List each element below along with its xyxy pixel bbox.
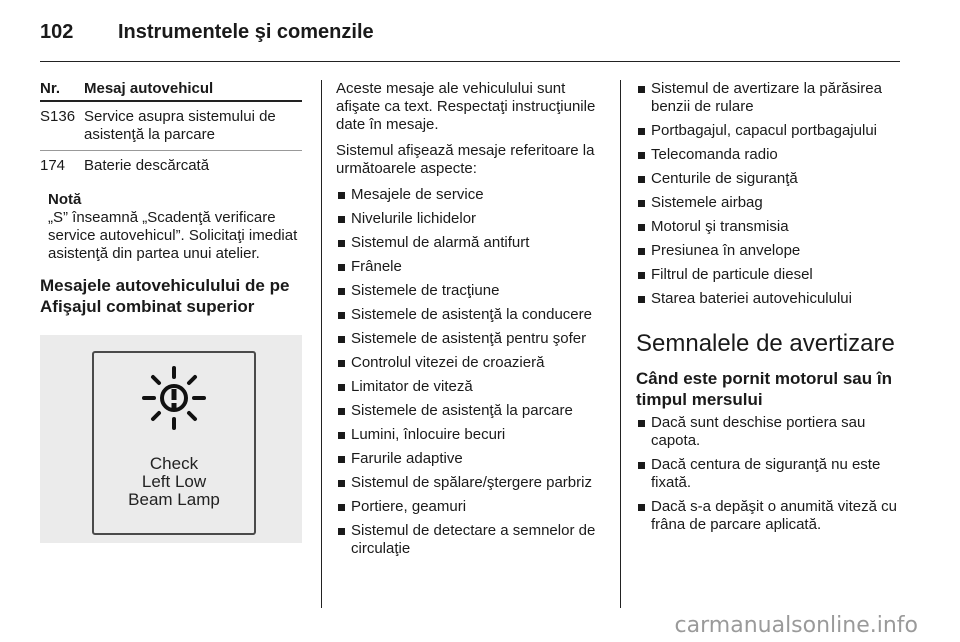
column-divider — [620, 80, 621, 608]
bullet-icon — [338, 312, 345, 319]
table-cell-message: Service asupra sistemului de asistenţă la parcare — [84, 108, 276, 143]
column-left — [40, 80, 302, 543]
list-item: Controlul vitezei de croazieră — [336, 354, 606, 372]
bullet-icon — [338, 360, 345, 367]
bullet-icon — [338, 336, 345, 343]
display-panel — [92, 351, 256, 535]
display-line: Check — [149, 454, 199, 473]
note-title: Notă — [48, 191, 82, 208]
aspects-list-continued — [636, 80, 904, 308]
list-item: Sistemele de asistenţă la parcare — [336, 402, 606, 420]
bullet-icon — [338, 456, 345, 463]
bullet-icon — [338, 288, 345, 295]
page-header — [40, 18, 900, 58]
list-item: Sistemul de spălare/ştergere parbriz — [336, 474, 606, 492]
list-item: Starea bateriei autovehiculului — [636, 290, 904, 308]
list-item: Sistemul de avertizare la părăsirea benzii de rulare — [636, 80, 904, 116]
page-number: 102 — [40, 21, 74, 43]
list-item: Limitator de viteză — [336, 378, 606, 396]
display-illustration — [40, 335, 302, 543]
exterior-lamp-icon — [141, 365, 207, 431]
list-item: Dacă centura de siguranţă nu este fixată. — [636, 456, 904, 492]
bullet-icon — [638, 420, 645, 427]
list-item: Mesajele de service — [336, 186, 606, 204]
bullet-icon — [638, 224, 645, 231]
paragraph: Aceste mesaje ale vehiculului sunt afişate ca text. Respectaţi instrucţiunile date în mesaje. — [336, 80, 596, 133]
list-item: Dacă s-a depăşit o anumită viteză cu frâna de parcare aplicată. — [636, 498, 904, 534]
column-middle — [336, 80, 606, 564]
list-item: Sistemele airbag — [636, 194, 904, 212]
bullet-icon — [338, 504, 345, 511]
bullet-icon — [638, 200, 645, 207]
section-heading: Mesajele autovehiculului de pe Afişajul combinat superior — [40, 276, 290, 316]
bullet-icon — [638, 462, 645, 469]
table-cell-nr: 174 — [40, 157, 66, 174]
list-item: Centurile de siguranţă — [636, 170, 904, 188]
bullet-icon — [338, 216, 345, 223]
bullet-icon — [338, 432, 345, 439]
list-item: Lumini, înlocuire becuri — [336, 426, 606, 444]
list-item: Frânele — [336, 258, 606, 276]
list-item: Portbagajul, capacul portbagajului — [636, 122, 904, 140]
section-heading-large: Semnalele de avertizare — [636, 330, 895, 357]
bullet-icon — [338, 480, 345, 487]
table-cell-nr: S136 — [40, 108, 76, 125]
list-item: Sistemele de asistenţă la conducere — [336, 306, 606, 324]
subsection-heading: Când este pornit motorul sau în timpul mersului — [636, 369, 892, 409]
bullet-icon — [638, 128, 645, 135]
page-title: Instrumentele şi comenzile — [118, 21, 374, 43]
list-item: Sistemul de alarmă antifurt — [336, 234, 606, 252]
display-message — [94, 455, 254, 509]
bullet-icon — [338, 408, 345, 415]
column-divider — [321, 80, 322, 608]
list-item: Dacă sunt deschise portiera sau capota. — [636, 414, 904, 450]
table-row — [40, 101, 302, 151]
column-right — [636, 80, 904, 540]
bullet-icon — [638, 176, 645, 183]
list-item: Sistemele de tracţiune — [336, 282, 606, 300]
warning-conditions-list — [636, 414, 904, 534]
header-rule — [40, 61, 900, 62]
bullet-icon — [638, 86, 645, 93]
aspects-list — [336, 186, 606, 558]
bullet-icon — [338, 192, 345, 199]
note-box — [48, 191, 302, 263]
bullet-icon — [338, 264, 345, 271]
table-cell-message: Baterie descărcată — [84, 157, 210, 174]
paragraph: Sistemul afişează mesaje referitoare la următoarele aspecte: — [336, 142, 595, 177]
list-item: Sistemele de asistenţă pentru şofer — [336, 330, 606, 348]
list-item: Presiunea în anvelope — [636, 242, 904, 260]
display-line: Beam Lamp — [128, 490, 220, 509]
list-item: Filtrul de particule diesel — [636, 266, 904, 284]
list-item: Farurile adaptive — [336, 450, 606, 468]
table-header-row — [40, 80, 302, 101]
bullet-icon — [338, 240, 345, 247]
bullet-icon — [638, 272, 645, 279]
list-item: Nivelurile lichidelor — [336, 210, 606, 228]
note-text: „S” înseamnă „Scadenţă verificare service autovehicul”. Solicitaţi imediat asistenţă din partea unui atelier. — [48, 209, 298, 262]
bullet-icon — [638, 504, 645, 511]
bullet-icon — [338, 528, 345, 535]
bullet-icon — [338, 384, 345, 391]
bullet-icon — [638, 152, 645, 159]
display-line: Left Low — [141, 472, 207, 491]
bullet-icon — [638, 296, 645, 303]
table-header-nr: Nr. — [40, 80, 61, 97]
table-header-message: Mesaj autovehicul — [84, 80, 214, 97]
vehicle-message-table — [40, 80, 302, 175]
list-item: Motorul şi transmisia — [636, 218, 904, 236]
list-item: Telecomanda radio — [636, 146, 904, 164]
list-item: Sistemul de detectare a semnelor de circulaţie — [336, 522, 606, 558]
list-item: Portiere, geamuri — [336, 498, 606, 516]
watermark: carmanualsonline.info — [674, 613, 918, 638]
table-row — [40, 151, 302, 176]
bullet-icon — [638, 248, 645, 255]
